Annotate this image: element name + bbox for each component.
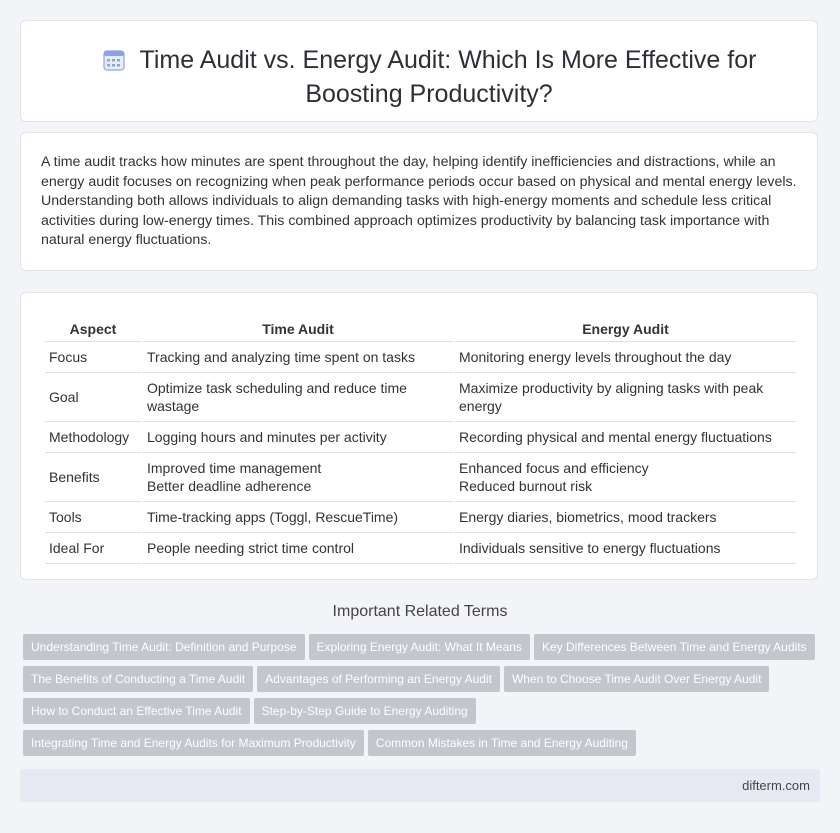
related-terms-list — [20, 634, 820, 762]
time-cell: Tracking and analyzing time spent on tasks — [143, 342, 453, 373]
time-benefit-line: Improved time management — [147, 460, 322, 476]
energy-benefit-line: Reduced burnout risk — [459, 478, 593, 494]
aspect-cell: Goal — [45, 373, 141, 422]
related-term-tag[interactable]: Key Differences Between Time and Energy Audits — [534, 634, 815, 660]
intro-card — [20, 132, 818, 271]
related-term-tag[interactable]: The Benefits of Conducting a Time Audit — [23, 666, 253, 692]
table-row — [45, 373, 796, 422]
energy-cell — [455, 453, 796, 502]
related-term-tag[interactable]: Understanding Time Audit: Definition and Purpose — [23, 634, 305, 660]
time-cell — [143, 453, 453, 502]
page-title-wrap — [61, 45, 797, 109]
energy-cell: Energy diaries, biometrics, mood trackers — [455, 502, 796, 533]
table-row — [45, 422, 796, 453]
table-row — [45, 533, 796, 564]
time-cell: Optimize task scheduling and reduce time wastage — [143, 373, 453, 422]
aspect-cell: Ideal For — [45, 533, 141, 564]
footer — [20, 769, 820, 802]
energy-cell: Maximize productivity by aligning tasks with peak energy — [455, 373, 796, 422]
title-card — [20, 20, 818, 122]
related-terms-heading: Important Related Terms — [332, 603, 508, 620]
time-benefit-line: Better deadline adherence — [147, 478, 312, 494]
related-term-tag[interactable]: Step-by-Step Guide to Energy Auditing — [254, 698, 476, 724]
aspect-cell: Benefits — [45, 453, 141, 502]
header-time-audit: Time Audit — [143, 313, 453, 342]
related-term-tag[interactable]: Common Mistakes in Time and Energy Auditing — [368, 730, 636, 756]
footer-site-link[interactable]: difterm.com — [742, 778, 810, 793]
table-row — [45, 453, 796, 502]
time-cell: Logging hours and minutes per activity — [143, 422, 453, 453]
comparison-table — [43, 313, 798, 564]
aspect-cell: Methodology — [45, 422, 141, 453]
energy-benefit-line: Enhanced focus and efficiency — [459, 460, 649, 476]
page-title: Time Audit vs. Energy Audit: Which Is More Effective for Boosting Productivity? — [139, 46, 757, 108]
calendar-icon — [102, 48, 126, 79]
related-term-tag[interactable]: Integrating Time and Energy Audits for Maximum Productivity — [23, 730, 364, 756]
energy-cell: Individuals sensitive to energy fluctuations — [455, 533, 796, 564]
aspect-cell: Focus — [45, 342, 141, 373]
energy-cell: Monitoring energy levels throughout the day — [455, 342, 796, 373]
header-aspect: Aspect — [45, 313, 141, 342]
aspect-cell: Tools — [45, 502, 141, 533]
table-row — [45, 342, 796, 373]
time-cell: People needing strict time control — [143, 533, 453, 564]
related-term-tag[interactable]: Advantages of Performing an Energy Audit — [257, 666, 500, 692]
related-term-tag[interactable]: Exploring Energy Audit: What It Means — [309, 634, 530, 660]
table-row — [45, 502, 796, 533]
intro-paragraph: A time audit tracks how minutes are spent throughout the day, helping identify inefficiencies and distractions, while an energy audit focuses on recognizing when peak performance periods occur based on physical and mental energy levels. Understanding both allows individuals to align demanding tasks with high-energy moments and schedule less critical activities during low-energy times. This combined approach optimizes productivity by balancing task importance with natural energy fluctuations. — [41, 154, 797, 248]
table-header-row — [45, 313, 796, 342]
related-term-tag[interactable]: How to Conduct an Effective Time Audit — [23, 698, 250, 724]
related-term-tag[interactable]: When to Choose Time Audit Over Energy Audit — [504, 666, 769, 692]
comparison-card — [20, 292, 818, 580]
header-energy-audit: Energy Audit — [455, 313, 796, 342]
energy-cell: Recording physical and mental energy fluctuations — [455, 422, 796, 453]
time-cell: Time-tracking apps (Toggl, RescueTime) — [143, 502, 453, 533]
